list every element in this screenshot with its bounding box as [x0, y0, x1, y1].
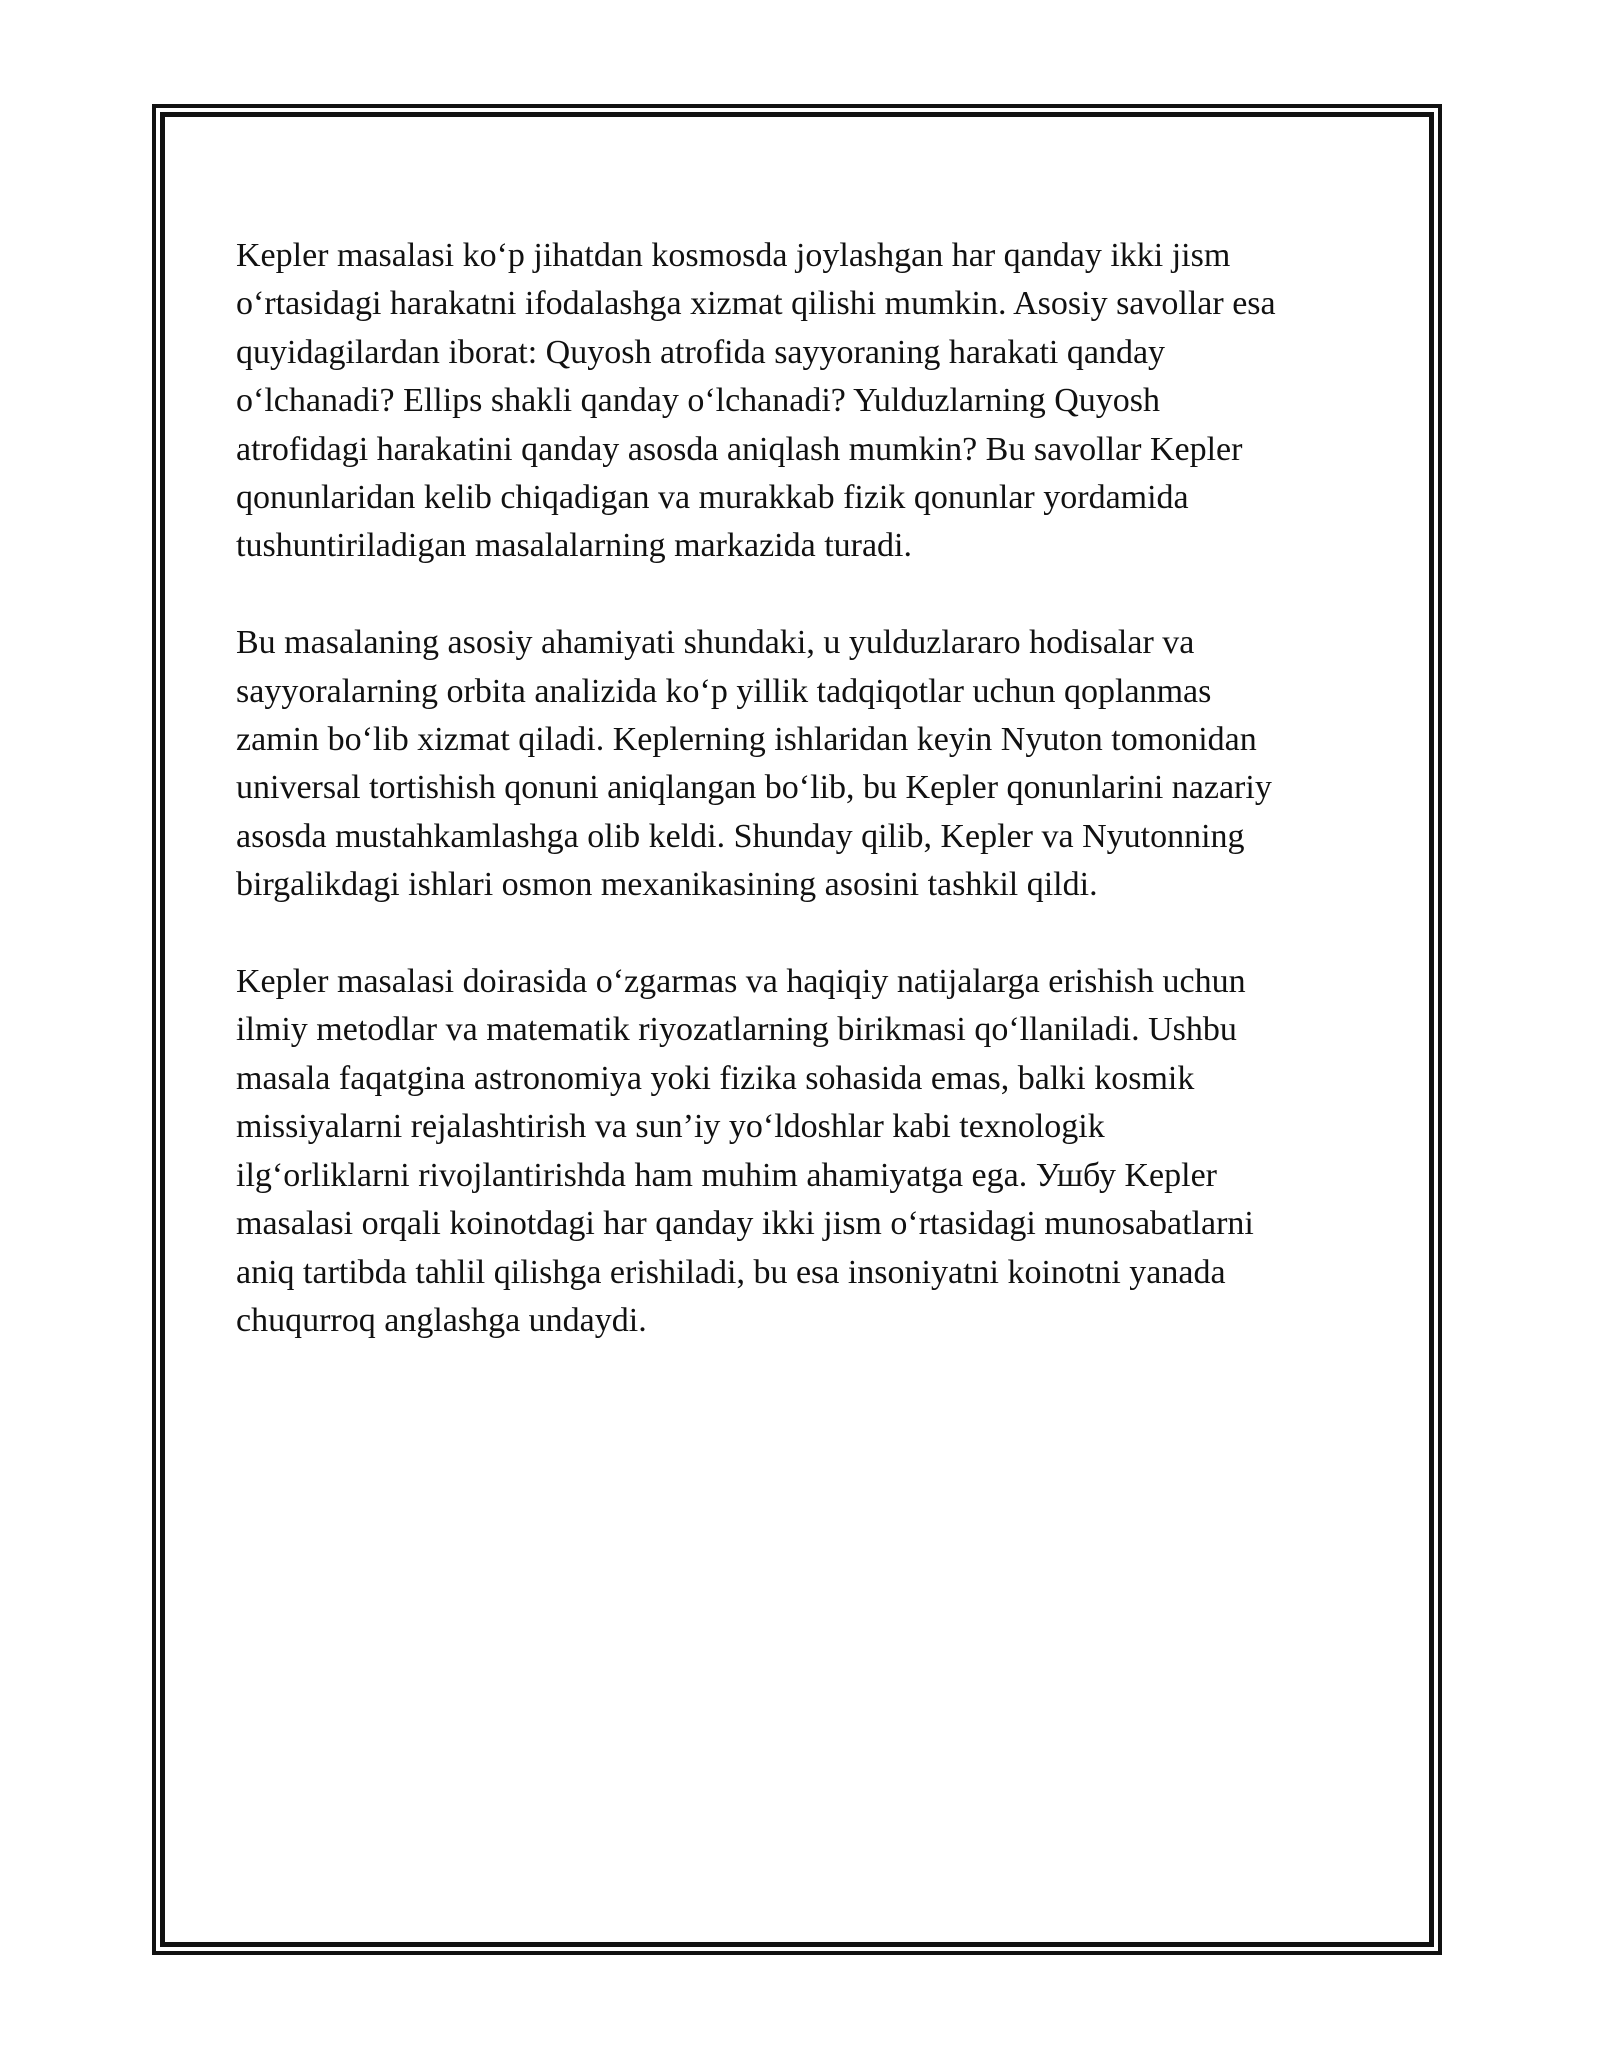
text-line: sayyoralarning orbita analizida ko‘p yillik tadqiqotlar uchun qoplanmas [236, 672, 1212, 710]
text-line: ilg‘orliklarni rivojlantirishda ham muhim ahamiyatga ega. Ушбу Kepler [236, 1156, 1218, 1194]
paragraph-2 [236, 619, 1371, 909]
text-line: asosda mustahkamlashga olib keldi. Shunday qilib, Kepler va Nyutonning [236, 817, 1245, 855]
text-line: ilmiy metodlar va matematik riyozatlarning birikmasi qo‘llaniladi. Ushbu [236, 1011, 1237, 1049]
text-line: Kepler masalasi doirasida o‘zgarmas va haqiqiy natijalarga erishish uchun [236, 963, 1246, 1001]
text-line: Bu masalaning asosiy ahamiyati shundaki, u yulduzlararo hodisalar va [236, 624, 1195, 662]
text-line: birgalikdagi ishlari osmon mexanikasining asosini tashkil qildi. [236, 866, 1098, 904]
text-line: qonunlaridan kelib chiqadigan va murakkab fizik qonunlar yordamida [236, 479, 1189, 517]
text-line: missiyalarni rejalashtirish va sun’iy yo‘ldoshlar kabi texnologik [236, 1108, 1105, 1146]
text-line: universal tortishish qonuni aniqlangan bo‘lib, bu Kepler qonunlarini nazariy [236, 769, 1272, 807]
text-line: chuqurroq anglashga undaydi. [236, 1301, 647, 1339]
text-line: masalasi orqali koinotdagi har qanday ikki jism o‘rtasidagi munosabatlarni [236, 1205, 1254, 1243]
text-line: atrofidagi harakatini qanday asosda aniqlash mumkin? Bu savollar Kepler [236, 430, 1243, 468]
text-line: masala faqatgina astronomiya yoki fizika sohasida emas, balki kosmik [236, 1059, 1195, 1097]
text-line: Kepler masalasi ko‘p jihatdan kosmosda joylashgan har qanday ikki jism [236, 237, 1231, 274]
text-line: aniq tartibda tahlil qilishga erishiladi, bu esa insoniyatni koinotni yanada [236, 1253, 1226, 1291]
paragraph-3 [236, 958, 1371, 1345]
text-line: o‘rtasidagi harakatni ifodalashga xizmat qilishi mumkin. Asosiy savollar esa [236, 285, 1276, 323]
text-line: zamin bo‘lib xizmat qiladi. Keplerning ishlaridan keyin Nyuton tomonidan [236, 721, 1257, 759]
body-text [236, 232, 1371, 1394]
text-line: quyidagilardan iborat: Quyosh atrofida sayyoraning harakati qanday [236, 333, 1166, 371]
text-line: tushuntiriladigan masalalarning markazida turadi. [236, 527, 912, 565]
paragraph-1 [236, 232, 1371, 571]
text-line: o‘lchanadi? Ellips shakli qanday o‘lchanadi? Yulduzlarning Quyosh [236, 382, 1161, 420]
